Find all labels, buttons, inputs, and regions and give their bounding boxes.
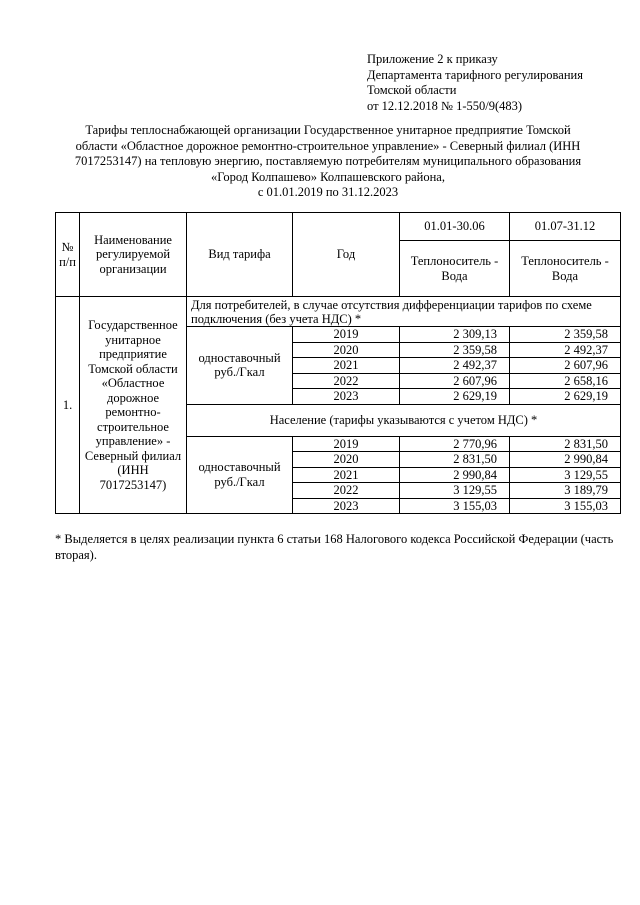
tariff-h1-cell: 2 607,96 bbox=[400, 373, 510, 389]
tariff-h1-cell: 2 629,19 bbox=[400, 389, 510, 405]
appendix-line: от 12.12.2018 № 1-550/9(483) bbox=[367, 98, 523, 113]
title-line: с 01.01.2019 по 31.12.2023 bbox=[257, 185, 399, 199]
tariff-type-cell: одноставочный руб./Гкал bbox=[187, 436, 293, 514]
tariff-h1-cell: 3 129,55 bbox=[400, 483, 510, 499]
title-line: области «Областное дорожное ремонтно-строительное управление» - Северный филиал (ИНН bbox=[75, 138, 581, 153]
organization-name: Государственное унитарное предприятие Томской области «Областное дорожное ремонтно-строительное управление» - Северный филиал (ИНН 7017253147) bbox=[80, 297, 187, 514]
title-line: Тарифы теплоснабжающей организации Государственное унитарное предприятие Томской bbox=[85, 123, 571, 137]
document-title bbox=[62, 123, 594, 201]
row-number: 1. bbox=[56, 297, 80, 514]
year-cell: 2020 bbox=[293, 452, 400, 468]
tariff-h1-cell: 2 770,96 bbox=[400, 436, 510, 452]
header-tariff-type: Вид тарифа bbox=[187, 213, 293, 297]
year-cell: 2020 bbox=[293, 342, 400, 358]
tariff-h1-cell: 2 492,37 bbox=[400, 358, 510, 374]
appendix-line: Томской области bbox=[367, 83, 457, 97]
header-period-2: 01.07-31.12 bbox=[510, 213, 621, 241]
year-cell: 2019 bbox=[293, 327, 400, 343]
header-organization: Наименование регулируемой организации bbox=[80, 213, 187, 297]
tariff-h1-cell: 2 831,50 bbox=[400, 452, 510, 468]
year-cell: 2022 bbox=[293, 483, 400, 499]
tariff-h1-cell: 3 155,03 bbox=[400, 498, 510, 514]
header-coolant-1: Теплоноситель - Вода bbox=[400, 241, 510, 297]
group-label-consumers: Для потребителей, в случае отсутствия дифференциации тарифов по схеме подключения (без учета НДС) * bbox=[187, 297, 621, 327]
tariff-h2-cell: 2 658,16 bbox=[510, 373, 621, 389]
tariff-h2-cell: 3 155,03 bbox=[510, 498, 621, 514]
appendix-line: Приложение 2 к приказу bbox=[367, 52, 498, 66]
header-period-1: 01.01-30.06 bbox=[400, 213, 510, 241]
tariff-h2-cell: 2 629,19 bbox=[510, 389, 621, 405]
tariff-h2-cell: 3 129,55 bbox=[510, 467, 621, 483]
header-year: Год bbox=[293, 213, 400, 297]
tariff-h2-cell: 2 359,58 bbox=[510, 327, 621, 343]
tariff-h1-cell: 2 309,13 bbox=[400, 327, 510, 343]
year-cell: 2023 bbox=[293, 498, 400, 514]
tariff-h2-cell: 2 990,84 bbox=[510, 452, 621, 468]
title-line: 7017253147) на тепловую энергию, поставляемую потребителям муниципального образования bbox=[74, 154, 582, 168]
year-cell: 2022 bbox=[293, 373, 400, 389]
year-cell: 2023 bbox=[293, 389, 400, 405]
tariff-h2-cell: 2 831,50 bbox=[510, 436, 621, 452]
tariff-table bbox=[55, 212, 621, 514]
group-label-population: Население (тарифы указываются с учетом НДС) * bbox=[187, 404, 621, 436]
year-cell: 2021 bbox=[293, 358, 400, 374]
title-line: «Город Колпашево» Колпашевского района, bbox=[211, 169, 445, 184]
tariff-h2-cell: 2 492,37 bbox=[510, 342, 621, 358]
year-cell: 2021 bbox=[293, 467, 400, 483]
appendix-line: Департамента тарифного регулирования bbox=[367, 67, 583, 82]
tariff-h2-cell: 3 189,79 bbox=[510, 483, 621, 499]
tariff-type-cell: одноставочный руб./Гкал bbox=[187, 327, 293, 405]
footnote: * Выделяется в целях реализации пункта 6 статьи 168 Налогового кодекса Российской Федерации (часть вторая). bbox=[55, 532, 614, 562]
tariff-h1-cell: 2 359,58 bbox=[400, 342, 510, 358]
header-coolant-2: Теплоноситель - Вода bbox=[510, 241, 621, 297]
tariff-h2-cell: 2 607,96 bbox=[510, 358, 621, 374]
appendix-block bbox=[367, 52, 583, 114]
tariff-h1-cell: 2 990,84 bbox=[400, 467, 510, 483]
year-cell: 2019 bbox=[293, 436, 400, 452]
header-num: № п/п bbox=[56, 213, 80, 297]
